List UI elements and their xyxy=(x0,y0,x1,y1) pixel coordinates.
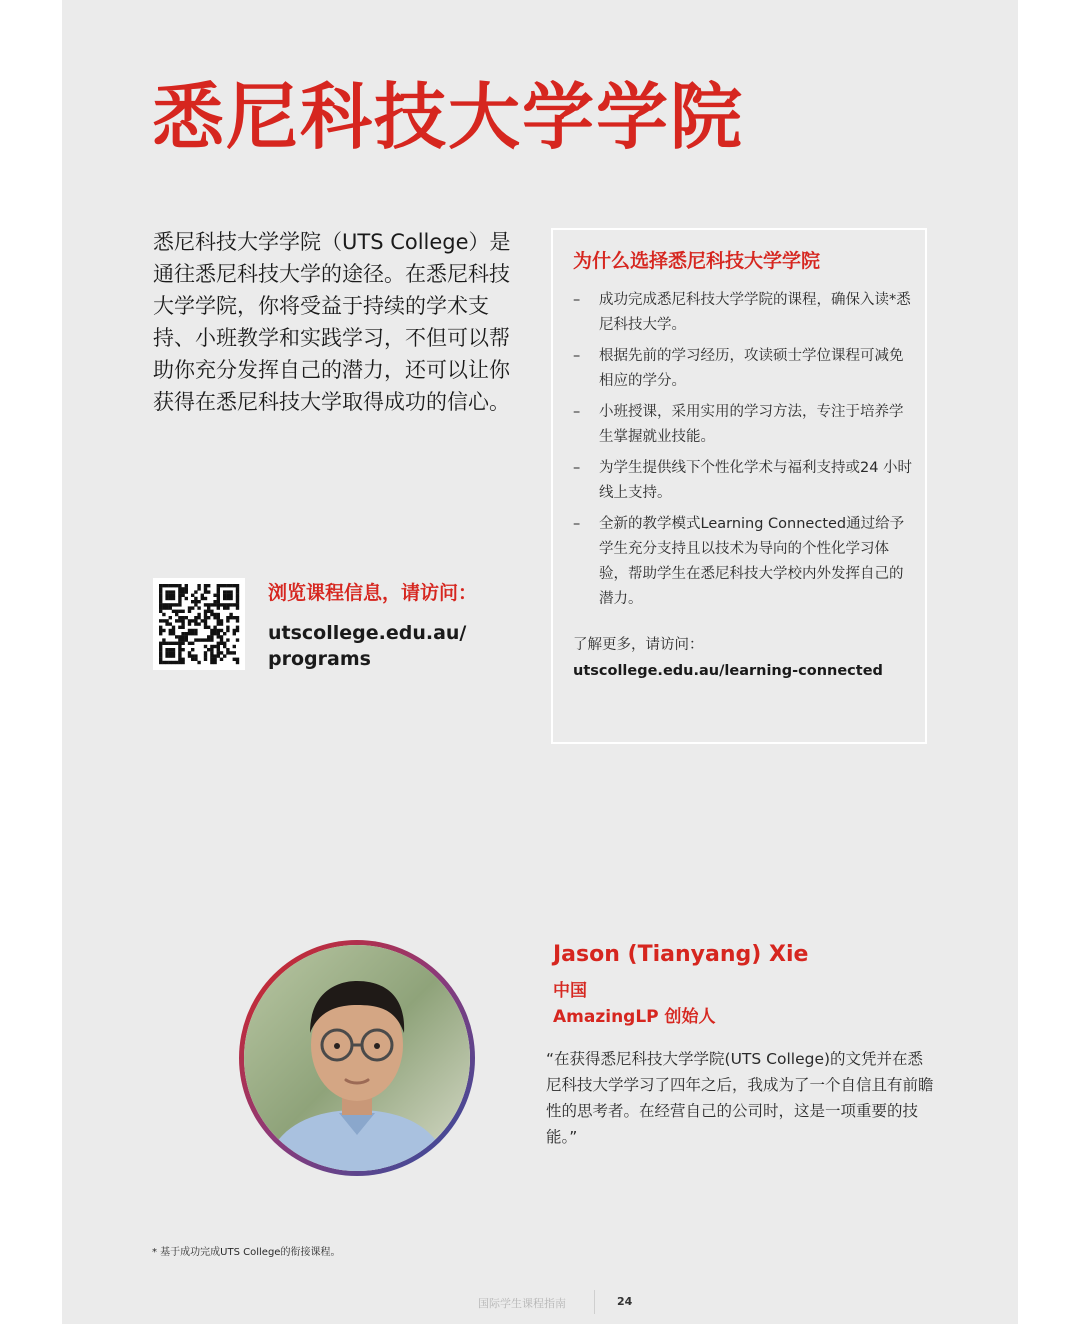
dash-bullet: – xyxy=(573,460,581,476)
footer-guide-title: 国际学生课程指南 xyxy=(478,1297,566,1310)
list-item xyxy=(573,288,913,338)
learn-more xyxy=(573,632,883,684)
list-item xyxy=(573,512,913,612)
visit-label: 浏览课程信息，请访问： xyxy=(268,582,478,604)
person-country: 中国 xyxy=(553,981,587,1001)
list-item xyxy=(573,456,913,506)
learn-more-label: 了解更多，请访问： xyxy=(573,637,704,653)
person-role: AmazingLP 创始人 xyxy=(553,1007,716,1027)
brochure-page xyxy=(62,0,1018,1324)
list-item-text: 成功完成悉尼科技大学学院的课程，确保入读*悉尼科技大学。 xyxy=(599,292,911,333)
learning-connected-link[interactable]: utscollege.edu.au/learning-connected xyxy=(573,663,883,679)
list-item xyxy=(573,400,913,450)
list-item-text: 全新的教学模式Learning Connected通过给予学生充分支持且以技术为导向的个性化学习体验，帮助学生在悉尼科技大学校内外发挥自己的潜力。 xyxy=(599,516,905,607)
qr-code-icon xyxy=(153,578,245,670)
programs-link-line2: programs xyxy=(268,648,371,670)
dash-bullet: – xyxy=(573,348,581,364)
footnote: * 基于成功完成UTS College的衔接课程。 xyxy=(152,1247,341,1258)
page-number: 24 xyxy=(617,1295,633,1308)
list-item-text: 根据先前的学习经历，攻读硕士学位课程可减免相应的学分。 xyxy=(599,348,904,389)
intro-paragraph: 悉尼科技大学学院（UTS College）是通往悉尼科技大学的途径。在悉尼科技大学学院，你将受益于持续的学术支持、小班教学和实践学习，不但可以帮助你充分发挥自己的潜力，还可以让你获得在悉尼科技大学取得成功的信心。 xyxy=(153,230,511,414)
programs-link-line1: utscollege.edu.au/ xyxy=(268,622,467,644)
avatar xyxy=(244,945,470,1171)
avatar-ring xyxy=(239,940,475,1176)
why-choose-list xyxy=(573,288,913,618)
testimonial-quote: “在获得悉尼科技大学学院(UTS College)的文凭并在悉尼科技大学学习了四年之后，我成为了一个自信且有前瞻性的思考者。在经营自己的公司时，这是一项重要的技能。” xyxy=(546,1050,934,1146)
person-name: Jason (Tianyang) Xie xyxy=(553,942,809,967)
dash-bullet: – xyxy=(573,516,581,532)
dash-bullet: – xyxy=(573,404,581,420)
person-portrait-icon xyxy=(244,945,470,1171)
list-item-text: 为学生提供线下个性化学术与福利支持或24 小时线上支持。 xyxy=(599,460,913,501)
footer-divider xyxy=(594,1290,595,1314)
why-choose-title: 为什么选择悉尼科技大学学院 xyxy=(573,250,821,272)
dash-bullet: – xyxy=(573,292,581,308)
why-choose-box xyxy=(551,228,927,744)
page-title: 悉尼科技大学学院 xyxy=(152,75,745,159)
list-item-text: 小班授课，采用实用的学习方法，专注于培养学生掌握就业技能。 xyxy=(599,404,904,445)
list-item xyxy=(573,344,913,394)
programs-link[interactable] xyxy=(268,620,466,672)
